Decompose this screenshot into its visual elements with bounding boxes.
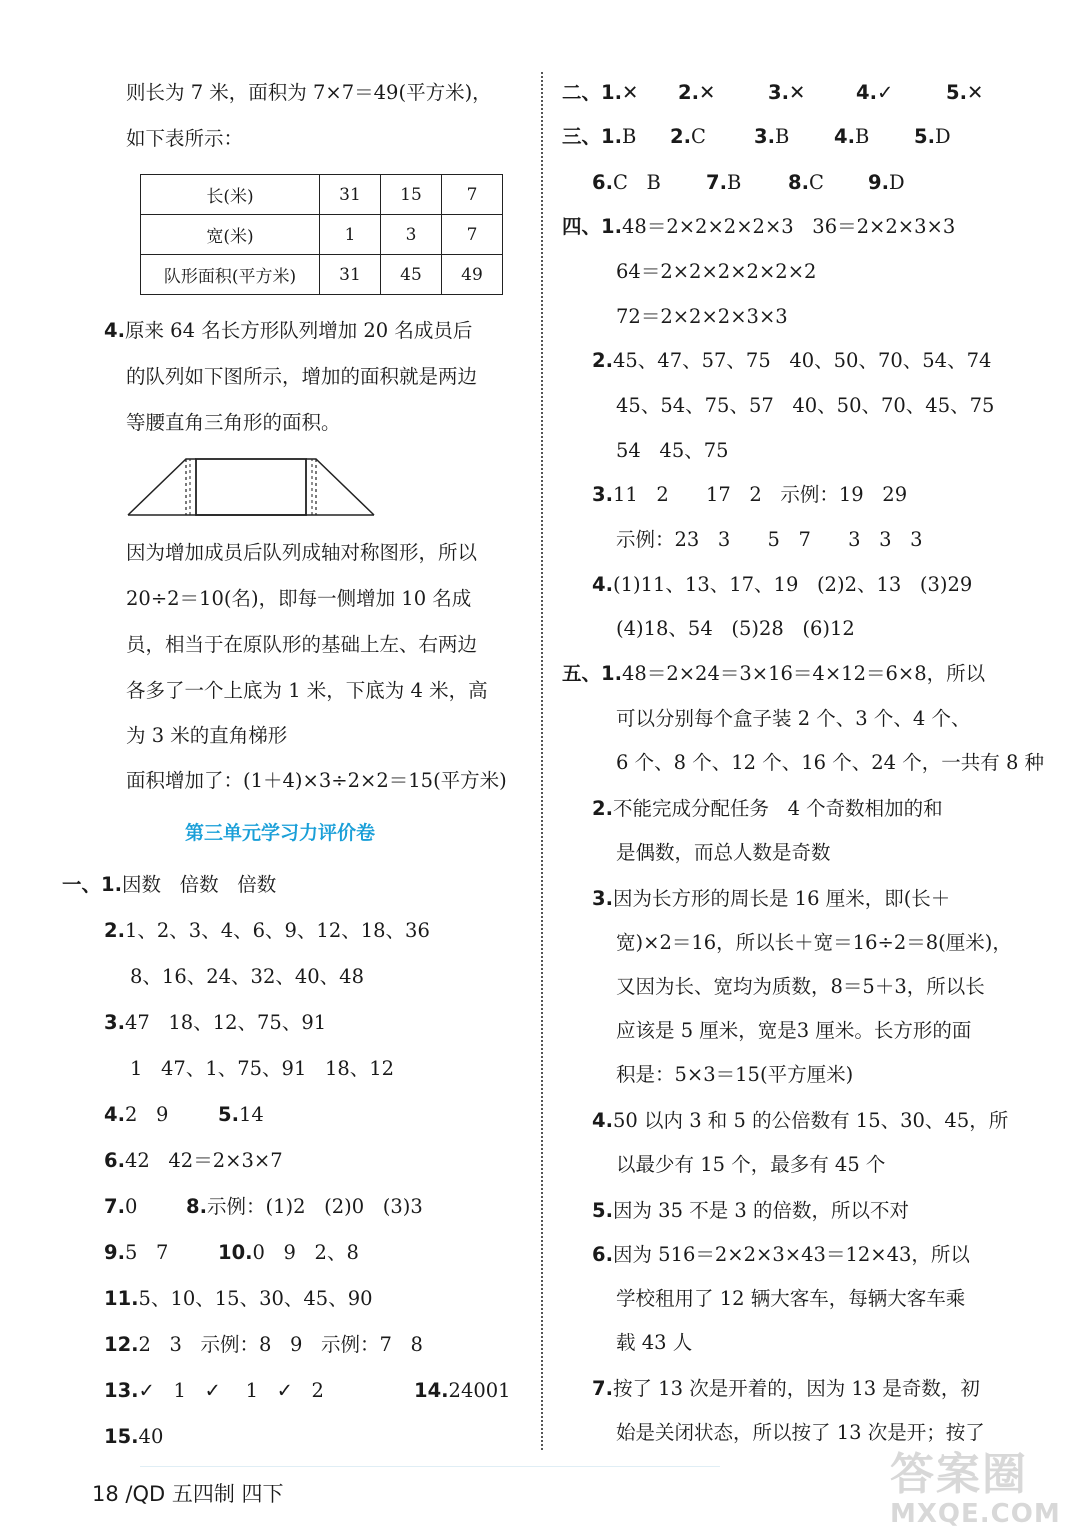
item-number: 13. <box>104 1379 139 1402</box>
part3-item-3 <box>754 124 789 150</box>
part5-item-6 <box>592 1242 970 1268</box>
answer-text: 示例：(1)2 (2)0 (3)3 <box>206 1195 423 1218</box>
answer-text: 64＝2×2×2×2×2×2 <box>616 260 817 283</box>
watermark-logo <box>890 1450 1060 1530</box>
item-number: 3. <box>104 1011 125 1034</box>
part4-item-2 <box>592 348 991 374</box>
text-line: 等腰直角三角形的面积。 <box>126 411 341 434</box>
answer-mark: ✕ <box>698 81 716 104</box>
watermark-top: 答案圈 <box>890 1449 1028 1500</box>
item-number: 1. <box>601 662 622 685</box>
part1-item-2 <box>104 918 430 944</box>
part1-item-8 <box>186 1194 423 1220</box>
item-number: 2. <box>678 81 699 104</box>
answer-text: 按了 13 次是开着的，因为 13 是奇数，初 <box>612 1377 980 1400</box>
item-number: 5. <box>914 125 935 148</box>
part1-item-5 <box>218 1102 264 1128</box>
answer-text: 载 43 人 <box>616 1331 693 1354</box>
answer-text: 6 个、8 个、12 个、16 个、24 个，一共有 8 种 <box>616 751 1045 774</box>
item-number: 3. <box>768 81 789 104</box>
item-number: 9. <box>104 1241 125 1264</box>
item-number: 7. <box>592 1377 613 1400</box>
answer-mark: ✓ <box>876 81 894 104</box>
part3-item-8 <box>788 170 824 196</box>
text-line: 如下表所示： <box>126 127 244 150</box>
table-row <box>141 175 503 215</box>
answer-text: 因数 倍数 倍数 <box>122 873 277 896</box>
answer-text: 72＝2×2×2×3×3 <box>616 305 788 328</box>
area-table <box>140 174 503 295</box>
table-cell: 3 <box>381 215 442 255</box>
answer-text: 学校租用了 12 辆大客车，每辆大客车乘 <box>616 1287 966 1310</box>
item-number: 5. <box>218 1103 239 1126</box>
answer-text: 0 <box>124 1195 138 1218</box>
text-line: 员，相当于在原队形的基础上左、右两边 <box>126 633 478 656</box>
part5-item-4 <box>592 1108 1008 1134</box>
item-number: 5. <box>946 81 967 104</box>
item-number: 14. <box>414 1379 449 1402</box>
answer-mark: ✕ <box>622 81 639 104</box>
answer-text: B <box>622 125 637 148</box>
part3-item-1 <box>562 124 636 150</box>
part3-item-7 <box>706 170 741 196</box>
text-line: 则长为 7 米，面积为 7×7＝49(平方米)， <box>126 81 492 104</box>
text-line: 原来 64 名长方形队列增加 20 名成员后 <box>124 319 473 342</box>
answer-text: 50 以内 3 和 5 的公倍数有 15、30、45，所 <box>612 1109 1009 1132</box>
part3-item-2 <box>670 124 706 150</box>
item-number: 4. <box>592 573 613 596</box>
answer-text: 因为长方形的周长是 16 厘米，即(长＋ <box>612 887 951 910</box>
item-number: 4. <box>834 125 855 148</box>
text-line: 因为增加成员后队列成轴对称图形，所以 <box>126 541 478 564</box>
item-number: 1. <box>601 215 622 238</box>
table-row <box>141 215 503 255</box>
item-number: 6. <box>104 1149 125 1172</box>
part1-item-1 <box>62 872 276 898</box>
item-number: 6. <box>592 1243 613 1266</box>
part4-item-3 <box>592 482 907 508</box>
part1-item-12 <box>104 1332 423 1358</box>
trapezoid-diagram <box>126 455 376 519</box>
item-number: 4. <box>856 81 877 104</box>
answer-text: 11 2 17 2 示例：19 29 <box>612 483 908 506</box>
item-number: 9. <box>868 171 889 194</box>
answer-text: 是偶数，而总人数是奇数 <box>616 841 831 864</box>
part-label: 四、 <box>562 215 602 238</box>
item-number: 4. <box>104 1103 125 1126</box>
answer-text: 积是：5×3＝15(平方厘米) <box>616 1063 854 1086</box>
answer-text: 45、54、75、57 40、50、70、45、75 <box>616 394 995 417</box>
part1-item-15 <box>104 1424 163 1450</box>
answer-mark: ✕ <box>966 81 984 104</box>
answer-text: D <box>888 171 905 194</box>
answer-text: D <box>934 125 951 148</box>
part5-item-3 <box>592 886 950 912</box>
answer-text: 始是关闭状态，所以按了 13 次是开；按了 <box>616 1421 985 1444</box>
answer-text: B <box>774 125 790 148</box>
text-line: 各多了一个上底为 1 米，下底为 4 米，高 <box>126 679 488 702</box>
part1-item-3 <box>104 1010 326 1036</box>
part4-item-4 <box>592 572 972 598</box>
answer-text: 5、10、15、30、45、90 <box>138 1287 373 1310</box>
text-line: 面积增加了：(1＋4)×3÷2×2＝15(平方米) <box>126 769 507 792</box>
answer-text: 宽)×2＝16，所以长＋宽＝16÷2＝8(厘米)， <box>616 931 1012 954</box>
part3-item-9 <box>868 170 905 196</box>
table-cell: 31 <box>320 255 381 295</box>
answer-text: 5 7 <box>124 1241 169 1264</box>
table-row <box>141 255 503 295</box>
item-number: 4. <box>104 319 125 342</box>
text-line: 20÷2＝10(名)，即每一侧增加 10 名成 <box>126 587 472 610</box>
table-cell: 队形面积(平方米) <box>141 255 320 295</box>
table-cell: 45 <box>381 255 442 295</box>
item-number: 6. <box>592 171 613 194</box>
answer-text: 2 3 示例：8 9 示例：7 8 <box>138 1333 423 1356</box>
item-number: 2. <box>592 797 613 820</box>
table-cell: 15 <box>381 175 442 215</box>
item-number: 1. <box>601 81 622 104</box>
answer-text: 因为 516＝2×2×3×43＝12×43，所以 <box>612 1243 970 1266</box>
part1-item-10 <box>218 1240 359 1266</box>
answer-text: C B <box>612 171 661 194</box>
part3-item-6 <box>592 170 661 196</box>
item-number: 1. <box>101 873 122 896</box>
answer-text: 45、47、57、75 40、50、70、54、74 <box>612 349 992 372</box>
part5-item-2 <box>592 796 943 822</box>
part5-item-1 <box>562 661 985 687</box>
answer-text: 以最少有 15 个，最多有 45 个 <box>616 1153 886 1176</box>
footer-rule <box>140 1466 720 1467</box>
item-number: 7. <box>706 171 727 194</box>
item-number: 2. <box>592 349 613 372</box>
part3-item-5 <box>914 124 951 150</box>
table-cell: 长(米) <box>141 175 320 215</box>
item-number: 8. <box>788 171 809 194</box>
answer-text: 54 45、75 <box>616 439 729 462</box>
answer-text: 40 <box>138 1425 164 1448</box>
item-number: 3. <box>754 125 775 148</box>
answer-text: 又因为长、宽均为质数，8＝5＋3，所以长 <box>616 975 985 998</box>
item-number: 1. <box>601 125 622 148</box>
item-number: 2. <box>670 125 691 148</box>
part1-item-6 <box>104 1148 283 1174</box>
answer-mark: ✕ <box>788 81 806 104</box>
part1-item-7 <box>104 1194 137 1220</box>
table-cell: 7 <box>442 215 503 255</box>
answer-text: C <box>808 171 824 194</box>
item-number: 12. <box>104 1333 139 1356</box>
part2-item-3 <box>768 80 805 106</box>
answer-text: 47 18、12、75、91 <box>124 1011 327 1034</box>
table-cell: 7 <box>442 175 503 215</box>
table-cell: 1 <box>320 215 381 255</box>
part4-item-1 <box>562 214 955 240</box>
item-number: 10. <box>218 1241 253 1264</box>
item-number: 2. <box>104 919 125 942</box>
answer-text: B <box>854 125 870 148</box>
question-4 <box>104 318 472 344</box>
item-number: 5. <box>592 1199 613 1222</box>
answer-text: (4)18、54 (5)28 (6)12 <box>616 617 855 640</box>
part1-item-9 <box>104 1240 168 1266</box>
part2-item-5 <box>946 80 983 106</box>
table-cell: 31 <box>320 175 381 215</box>
item-number: 7. <box>104 1195 125 1218</box>
section-title: 第三单元学习力评价卷 <box>184 822 375 844</box>
answer-text: ✓ 1 ✓ 1 ✓ 2 <box>138 1379 324 1402</box>
answer-text: 0 9 2、8 <box>252 1241 359 1264</box>
item-number: 8. <box>186 1195 207 1218</box>
part2-item-4 <box>856 80 893 106</box>
answer-text: 8、16、24、32、40、48 <box>130 965 364 988</box>
part5-item-7 <box>592 1376 980 1402</box>
watermark-bottom: MXQE.COM <box>890 1499 1061 1529</box>
answer-text: (1)11、13、17、19 (2)2、13 (3)29 <box>612 573 973 596</box>
part-label: 二、 <box>562 81 602 104</box>
answer-text: B <box>726 171 742 194</box>
part2-item-2 <box>678 80 715 106</box>
part-label: 一、 <box>62 873 102 896</box>
item-number: 3. <box>592 887 613 910</box>
part1-item-14 <box>414 1378 511 1404</box>
item-number: 4. <box>592 1109 613 1132</box>
part1-item-4 <box>104 1102 168 1128</box>
answer-text: 48＝2×2×2×2×3 36＝2×2×3×3 <box>622 215 956 238</box>
item-number: 15. <box>104 1425 139 1448</box>
part3-item-4 <box>834 124 869 150</box>
item-number: 11. <box>104 1287 139 1310</box>
text-line: 的队列如下图所示，增加的面积就是两边 <box>126 365 478 388</box>
answer-text: 24001 <box>448 1379 511 1402</box>
answer-text: 应该是 5 厘米，宽是3 厘米。长方形的面 <box>616 1019 972 1042</box>
text-line: 为 3 米的直角梯形 <box>126 724 288 747</box>
column-divider <box>541 72 543 1450</box>
part-label: 三、 <box>562 125 602 148</box>
answer-text: 14 <box>238 1103 264 1126</box>
answer-text: 示例：23 3 5 7 3 3 3 <box>616 528 923 551</box>
answer-text: C <box>690 125 706 148</box>
table-cell: 49 <box>442 255 503 295</box>
answer-text: 可以分别每个盒子装 2 个、3 个、4 个、 <box>616 707 971 730</box>
part2-item-1 <box>562 80 638 106</box>
answer-text: 2 9 <box>124 1103 169 1126</box>
part1-item-13 <box>104 1378 324 1404</box>
table-cell: 宽(米) <box>141 215 320 255</box>
page-footer: 18 /QD 五四制 四下 <box>92 1482 284 1506</box>
answer-text: 1 47、1、75、91 18、12 <box>130 1057 395 1080</box>
answer-text: 不能完成分配任务 4 个奇数相加的和 <box>612 797 943 820</box>
answer-text: 因为 35 不是 3 的倍数，所以不对 <box>612 1199 909 1222</box>
answer-text: 42 42＝2×3×7 <box>124 1149 283 1172</box>
answer-text: 48＝2×24＝3×16＝4×12＝6×8，所以 <box>622 662 986 685</box>
part-label: 五、 <box>562 662 602 685</box>
answer-text: 1、2、3、4、6、9、12、18、36 <box>124 919 430 942</box>
item-number: 3. <box>592 483 613 506</box>
part5-item-5 <box>592 1198 909 1224</box>
part1-item-11 <box>104 1286 373 1312</box>
